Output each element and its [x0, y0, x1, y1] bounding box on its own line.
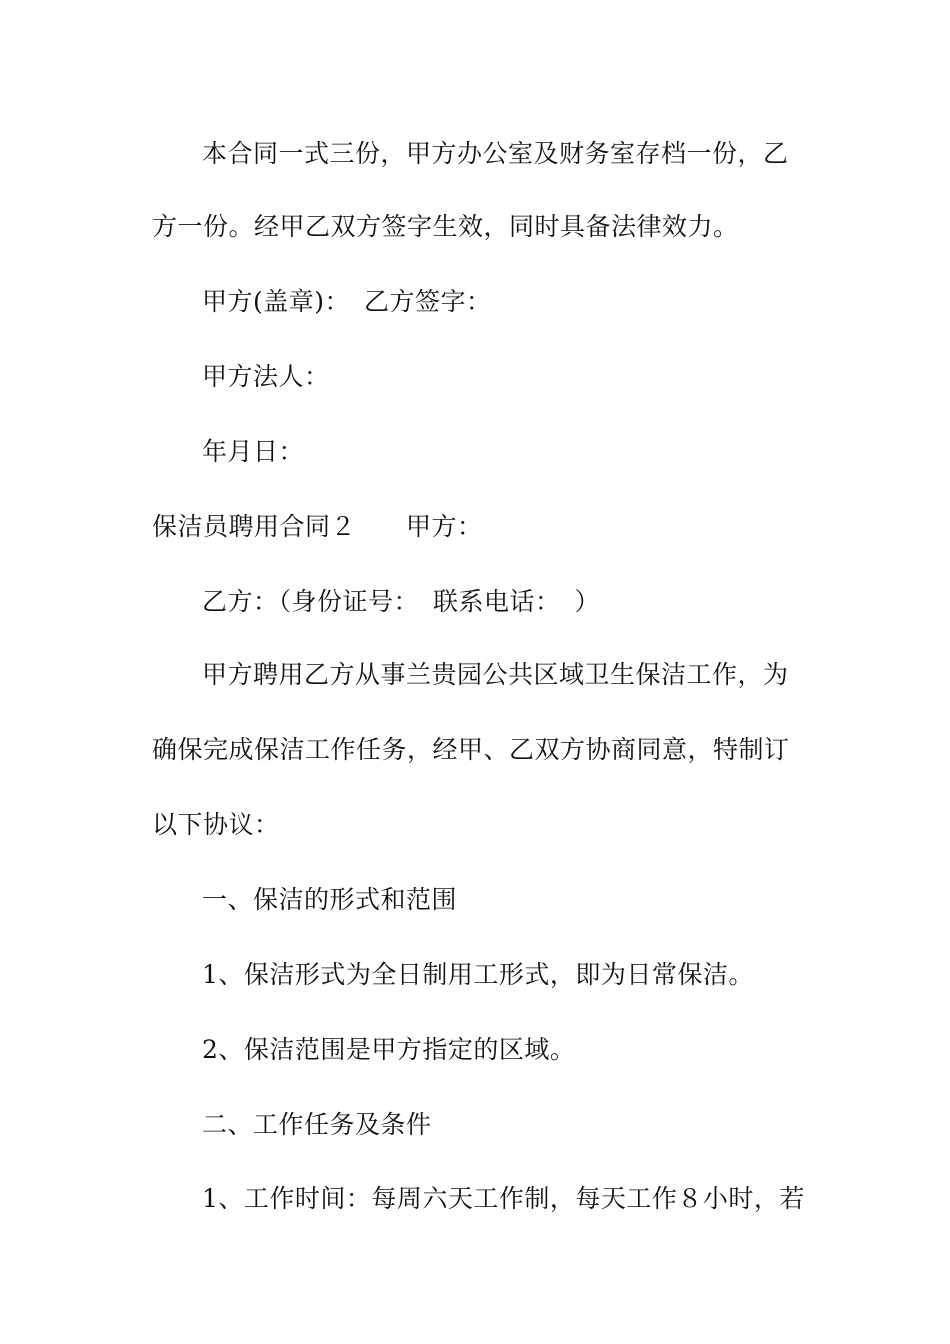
- text: 方一份。经甲乙双方签字生效，同时具备法律效力。: [152, 212, 739, 241]
- party-a-label: 甲方：: [406, 512, 483, 541]
- party-b-signature-label: 乙方签字：: [364, 287, 492, 316]
- text: 二、工作任务及条件: [202, 1110, 432, 1139]
- party-b-info-line: [202, 587, 600, 617]
- party-a-legal-rep-line: [202, 362, 330, 392]
- text: 1、工作时间：每周六天工作制，每天工作８小时，若: [202, 1184, 805, 1213]
- paragraph-copies-line-2: [152, 212, 739, 242]
- text: 确保完成保洁工作任务，经甲、乙双方协商同意，特制订: [152, 735, 790, 764]
- text: 甲方聘用乙方从事兰贵园公共区域卫生保洁工作，为: [202, 660, 789, 689]
- section-heading-1: [202, 885, 457, 915]
- contract-title: 保洁员聘用合同２: [152, 512, 357, 541]
- text: 1、保洁形式为全日制用工形式，即为日常保洁。: [202, 960, 754, 989]
- party-a-legal-rep-label: 甲方法人：: [202, 362, 330, 391]
- contract-title-line: [152, 512, 483, 542]
- date-line: [202, 437, 304, 467]
- text: 2、保洁范围是甲方指定的区域。: [202, 1035, 576, 1064]
- clause-2-1: [202, 1184, 805, 1214]
- closing-paren: ）: [574, 587, 601, 616]
- party-b-id-label: 乙方：（身份证号：: [202, 587, 420, 616]
- party-b-phone-label: 联系电话：: [433, 587, 561, 616]
- signature-line-party-a-and-b: [202, 287, 492, 317]
- text: 本合同一式三份，甲方办公室及财务室存档一份，乙: [202, 139, 789, 168]
- date-label: 年月日：: [202, 437, 305, 466]
- paragraph-hire-line-1: [202, 660, 789, 690]
- paragraph-hire-line-3: [152, 810, 280, 840]
- text: 一、保洁的形式和范围: [202, 885, 458, 914]
- section-heading-2: [202, 1110, 432, 1140]
- text: 以下协议：: [152, 810, 280, 839]
- paragraph-hire-line-2: [152, 735, 790, 765]
- party-a-seal-label: 甲方(盖章)：: [202, 287, 351, 316]
- paragraph-copies-line-1: [202, 139, 789, 169]
- clause-1-1: [202, 960, 754, 990]
- clause-1-2: [202, 1035, 575, 1065]
